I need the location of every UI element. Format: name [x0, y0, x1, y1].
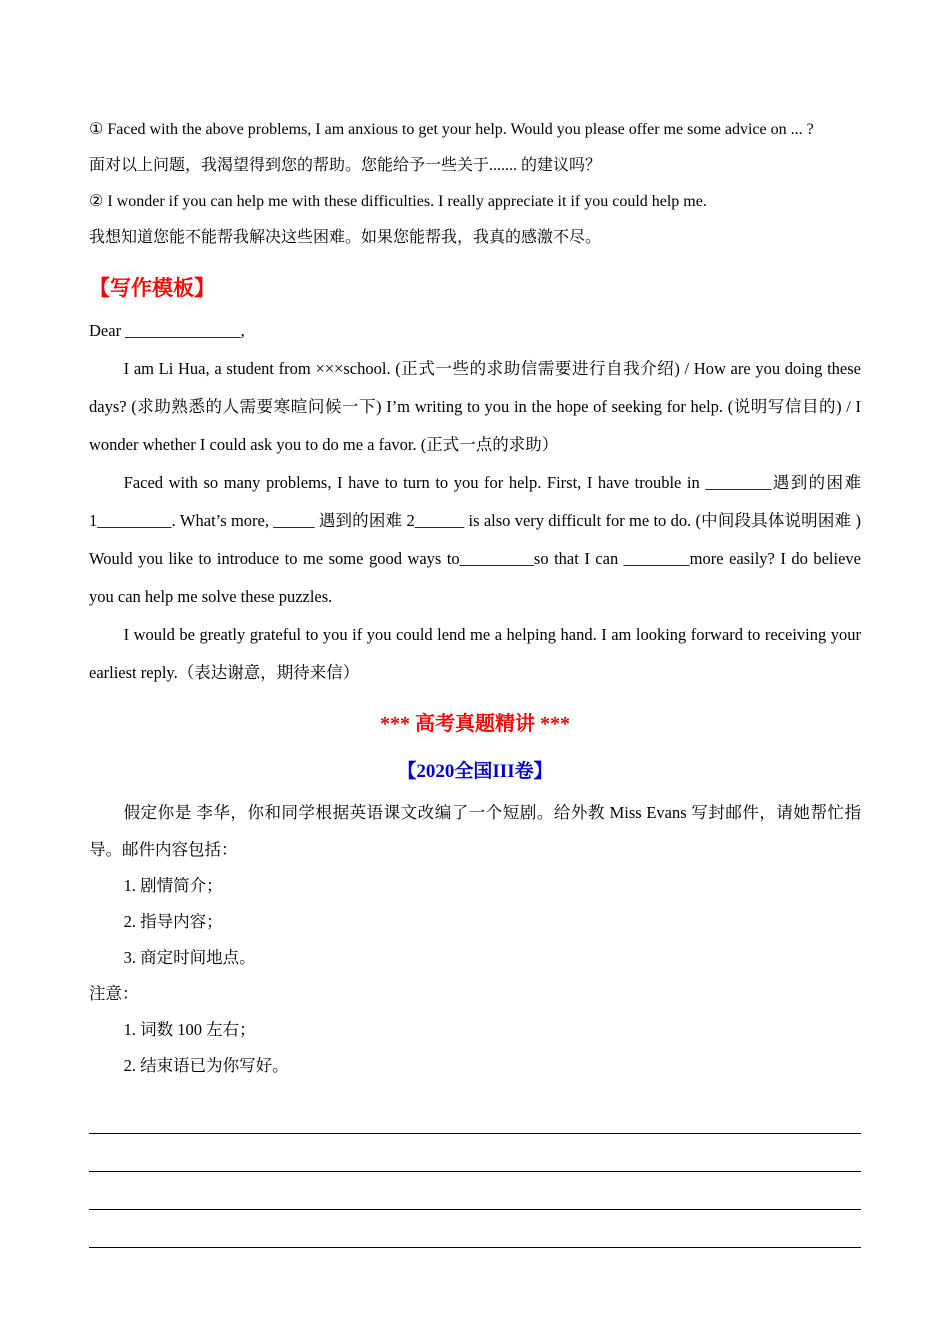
intro-point2-chinese: 我想知道您能不能帮我解决这些困难。如果您能帮我，我真的感激不尽。 — [89, 229, 602, 246]
exam-content-item-1: 1. 剧情简介； — [123, 876, 223, 895]
exam-prompt: 假定你是 李华，你和同学根据英语课文改编了一个短剧。给外教 Miss Evans 写封邮件，请她帮忙指导。邮件内容包括： — [89, 803, 861, 859]
exam-content-item-2: 2. 指导内容； — [123, 912, 223, 931]
template-paragraph-1: I am Li Hua, a student from ×××school. (正式一些的求助信需要进行自我介绍) / How are you doing these days? (求助熟悉的人需要寒暄问候一下) I’m writing to you in the hope of seeking for help. (说明写信目的) / I wonder whether I could ask you to do me a favor. (正式一点的求助） — [89, 359, 861, 454]
letter-salutation: Dear ______________, — [89, 321, 245, 340]
intro-point2-english: ② I wonder if you can help me with these difficulties. I really appreciate it if you could help me. — [89, 193, 707, 210]
note-item-1: 1. 词数 100 左右； — [123, 1020, 256, 1039]
exam-lecture-heading: *** 高考真题精讲 *** — [380, 713, 570, 735]
note-item-2: 2. 结束语已为你写好。 — [123, 1056, 289, 1075]
note-label: 注意： — [89, 984, 139, 1003]
exam-content-item-3: 3. 商定时间地点。 — [123, 948, 256, 967]
intro-section — [89, 112, 861, 256]
exam-paper-subheading: 【2020全国III卷】 — [397, 761, 553, 782]
writing-lines — [89, 1096, 861, 1248]
writing-line — [89, 1096, 861, 1134]
exam-question-section — [89, 794, 861, 1084]
writing-template-heading: 【写作模板】 — [89, 276, 215, 300]
template-paragraph-3: I would be greatly grateful to you if you could lend me a helping hand. I am looking forward to receiving your earliest reply.（表达谢意，期待来信） — [89, 625, 861, 682]
intro-point1-chinese: 面对以上问题，我渴望得到您的帮助。您能给予一些关于....... 的建议吗？ — [89, 157, 602, 174]
template-paragraph-2: Faced with so many problems, I have to turn to you for help. First, I have trouble in ________遇到的困难 1_________. What’s more, _____ 遇到的困难 2______ is also very difficult for me to do. (中间段具体说明困难 ) Would you like to introduce to me some good ways to_________so that I can ________more easily? I do believe you can help me solve these puzzles. — [89, 473, 861, 606]
writing-line — [89, 1210, 861, 1248]
writing-line — [89, 1134, 861, 1172]
intro-point1-english: ① Faced with the above problems, I am anxious to get your help. Would you please offer me some advice on ... ? — [89, 121, 814, 138]
writing-template-section — [89, 312, 861, 692]
writing-line — [89, 1172, 861, 1210]
